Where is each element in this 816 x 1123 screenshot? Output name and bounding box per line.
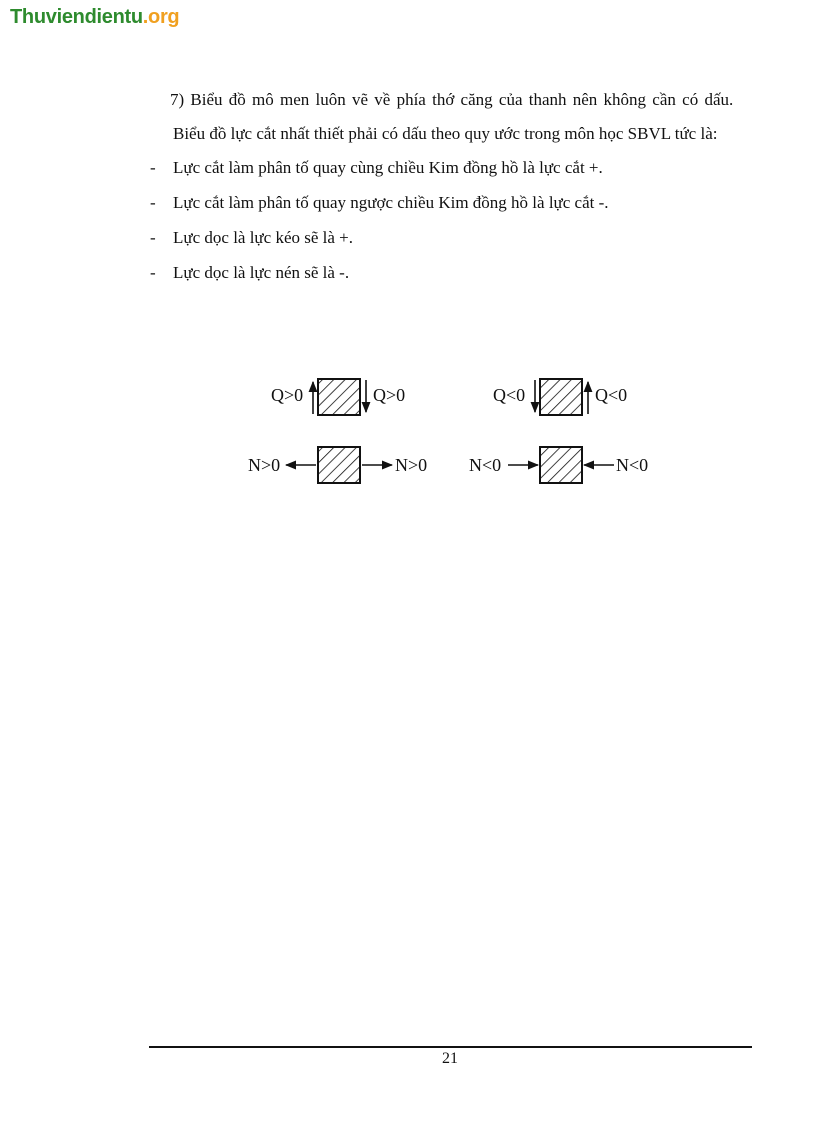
label-q-negative-right: Q<0 xyxy=(595,385,628,405)
hatched-element-n-negative xyxy=(540,447,582,483)
label-q-negative-left: Q<0 xyxy=(493,385,526,405)
list-item-text: Lực dọc là lực nén sẽ là -. xyxy=(173,263,350,282)
label-n-negative-right: N<0 xyxy=(616,455,649,475)
hatched-element-q-negative xyxy=(540,379,582,415)
label-q-positive-left: Q>0 xyxy=(271,385,304,405)
page-number: 21 xyxy=(442,1050,458,1067)
label-n-positive-left: N>0 xyxy=(248,455,281,475)
label-n-positive-right: N>0 xyxy=(395,455,428,475)
hatched-element-n-positive xyxy=(318,447,360,483)
bullet-dash: - xyxy=(150,263,156,282)
bullet-dash: - xyxy=(150,193,156,212)
logo-domain: .org xyxy=(142,6,180,28)
label-n-negative-left: N<0 xyxy=(469,455,502,475)
bullet-dash: - xyxy=(150,158,156,177)
label-q-positive-right: Q>0 xyxy=(373,385,406,405)
list-item-text: Lực cắt làm phân tố quay cùng chiều Kim đồng hồ là lực cắt +. xyxy=(173,158,603,177)
list-item-text: Lực cắt làm phân tố quay ngược chiều Kim đồng hồ là lực cắt -. xyxy=(173,193,609,212)
paragraph-shear-sign-rule: Biểu đồ lực cắt nhất thiết phải có dấu theo quy ước trong môn học SBVL tức là: xyxy=(173,124,718,143)
footer-rule xyxy=(149,1046,752,1048)
hatched-element-q-positive xyxy=(318,379,360,415)
list-item-text: Lực dọc là lực kéo sẽ là +. xyxy=(173,228,354,247)
bullet-dash: - xyxy=(150,228,156,247)
sign-convention-diagram xyxy=(0,0,816,520)
logo-text: Thuviendientu xyxy=(10,6,143,28)
paragraph-moment-rule: 7) Biểu đồ mô men luôn vẽ về phía thớ căng của thanh nên không cần có dấu. xyxy=(170,90,734,109)
